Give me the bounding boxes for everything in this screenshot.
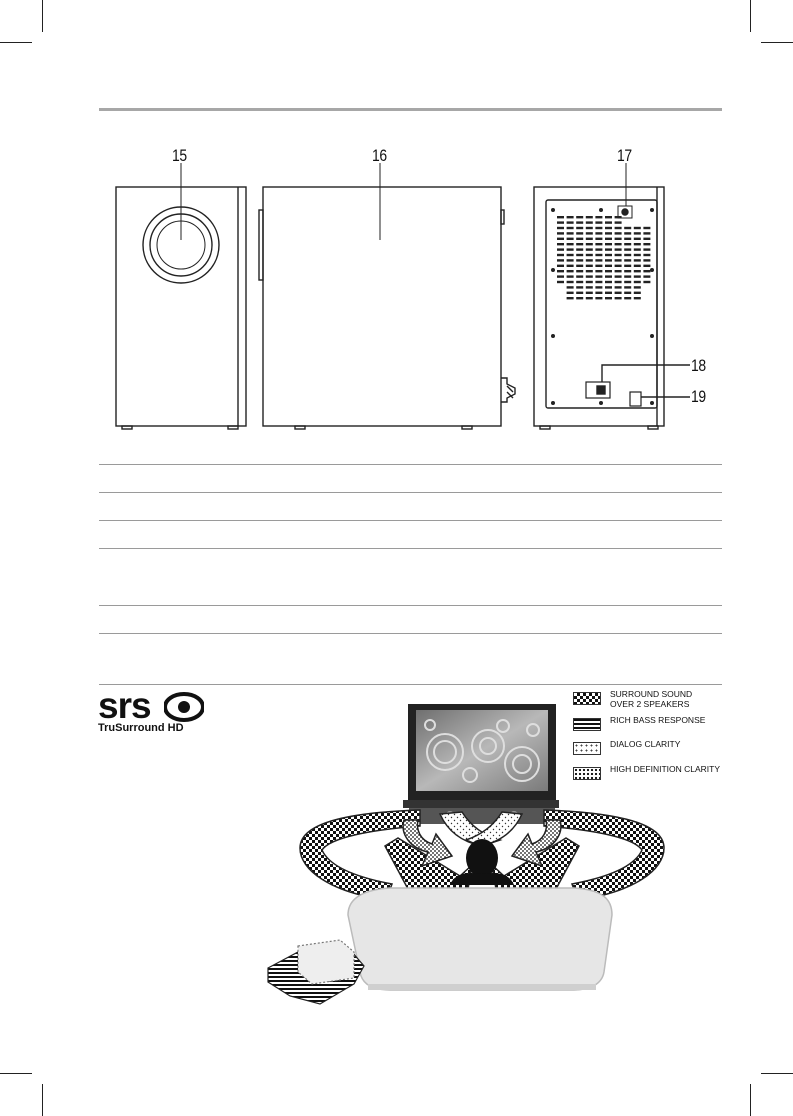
vent-slot [595,238,602,240]
vent-slot [643,238,650,240]
callout-15: 15 [172,146,187,165]
legend-label: DIALOG CLARITY [610,739,681,749]
vent-slot [634,238,641,240]
vent-slot [605,270,612,272]
vent-slot [624,275,631,277]
srs-tagline: TruSurround HD [98,722,184,734]
vent-slot [643,265,650,267]
tv-illustration [403,704,559,824]
vent-slot [605,297,612,299]
vent-slot [634,297,641,299]
vent-slot [605,216,612,218]
callout-16: 16 [372,146,387,165]
vent-slot [576,270,583,272]
vent-slot [643,254,650,256]
vent-slot [557,265,564,267]
vent-slot [595,221,602,223]
checker-swatch [573,692,601,705]
lines-swatch [573,718,601,731]
vent-slot [634,270,641,272]
vent-slot [615,227,622,229]
sofa-illustration [348,888,612,990]
vent-slot [557,281,564,283]
vent-slot [567,254,574,256]
vent-slot [557,232,564,234]
vent-slot [624,265,631,267]
vent-slot [576,297,583,299]
vent-slot [576,248,583,250]
vent-slot [586,259,593,261]
srs-trusurround-logo [98,685,208,740]
callout-18: 18 [691,356,706,375]
vent-slot [605,243,612,245]
vent-slot [624,281,631,283]
vent-slot [615,281,622,283]
vent-slot [643,275,650,277]
vent-slot [624,248,631,250]
callout-17: 17 [617,146,632,165]
vent-slot [624,243,631,245]
vent-slot [567,265,574,267]
vent-slot [634,275,641,277]
vent-slot [586,216,593,218]
vent-slot [595,259,602,261]
legend-label: RICH BASS RESPONSE [610,715,706,725]
vent-slot [615,216,622,218]
vent-slot [605,275,612,277]
vent-slot [557,275,564,277]
vent-slot [643,243,650,245]
vent-slot [595,292,602,294]
vent-slot [557,216,564,218]
vent-slot [634,265,641,267]
callout-19: 19 [691,387,706,406]
dense-dots-swatch [573,767,601,780]
vent-slot [567,243,574,245]
vent-slot [586,270,593,272]
vent-slot [615,259,622,261]
vent-slot [567,259,574,261]
vent-slot [567,221,574,223]
vent-slot [624,232,631,234]
vent-slot [634,292,641,294]
vent-slot [634,227,641,229]
vent-slot [643,270,650,272]
vent-slot [615,270,622,272]
vent-slot [615,297,622,299]
legend-label: SURROUND SOUND OVER 2 SPEAKERS [610,689,693,709]
vent-slot [634,232,641,234]
vent-slot [615,248,622,250]
vent-slot [624,254,631,256]
vent-slot [595,265,602,267]
vent-slot [567,281,574,283]
vent-slot [615,238,622,240]
vent-slot [605,248,612,250]
vent-slot [586,286,593,288]
vent-slot [615,292,622,294]
srs-eye-icon [164,692,204,722]
vent-slot [643,259,650,261]
vent-slot [615,275,622,277]
sparse-dots-swatch [573,742,601,755]
vent-slot [576,265,583,267]
vent-slot [586,254,593,256]
vent-slot [605,292,612,294]
vent-slot [595,297,602,299]
vent-slot [576,221,583,223]
vent-slot [557,248,564,250]
vent-slot [634,259,641,261]
vent-slot [605,238,612,240]
vent-slot [576,238,583,240]
vent-slot [567,248,574,250]
vent-slot [557,238,564,240]
vent-slot [643,248,650,250]
vent-slot [576,275,583,277]
vent-slot [557,243,564,245]
vent-slot [595,227,602,229]
vent-slot [567,297,574,299]
vent-slot [615,221,622,223]
vent-slot [567,286,574,288]
vent-slot [586,221,593,223]
vent-slot [615,265,622,267]
vent-slot [624,292,631,294]
vent-slot [557,259,564,261]
vent-slot [586,275,593,277]
vent-slot [605,286,612,288]
vent-slot [634,254,641,256]
vent-slot [605,265,612,267]
vent-slot [624,286,631,288]
vent-slot [595,254,602,256]
vent-slot [576,281,583,283]
vent-slot [605,259,612,261]
vent-slot [586,297,593,299]
legend-item [573,716,705,731]
vent-slot [576,292,583,294]
vent-slot [634,243,641,245]
vent-slot [557,254,564,256]
vent-slot [615,232,622,234]
vent-slot [586,292,593,294]
vent-slot [624,227,631,229]
vent-slot [624,238,631,240]
vent-slot [595,270,602,272]
vent-slot [576,216,583,218]
vent-slot [595,248,602,250]
vent-slot [567,232,574,234]
vent-slot [567,292,574,294]
vent-slot [595,243,602,245]
subwoofer-illustration [268,940,364,1004]
vent-slot [624,259,631,261]
vent-slot [624,270,631,272]
vent-slot [586,265,593,267]
legend-item [573,765,720,780]
vent-grille [557,216,650,299]
vent-slot [643,227,650,229]
vent-slot [605,281,612,283]
legend-item [573,740,680,755]
vent-slot [595,232,602,234]
vent-slot [586,248,593,250]
vent-slot [643,281,650,283]
vent-slot [567,275,574,277]
vent-slot [586,243,593,245]
vent-slot [567,270,574,272]
vent-slot [634,281,641,283]
speaker-side-view [259,187,515,429]
vent-slot [567,216,574,218]
vent-slot [576,259,583,261]
vent-slot [615,243,622,245]
vent-slot [567,227,574,229]
vent-slot [615,254,622,256]
vent-slot [557,227,564,229]
vent-slot [634,248,641,250]
vent-slot [557,270,564,272]
vent-slot [586,238,593,240]
vent-slot [567,238,574,240]
srs-wordmark: srs [98,685,151,726]
vent-slot [595,275,602,277]
vent-slot [586,281,593,283]
listener-silhouette [450,839,514,885]
vent-slot [586,227,593,229]
vent-slot [634,286,641,288]
vent-slot [576,243,583,245]
legend-label: HIGH DEFINITION CLARITY [610,764,721,774]
vent-slot [586,232,593,234]
vent-slot [605,227,612,229]
vent-slot [615,286,622,288]
vent-slot [576,232,583,234]
vent-slot [605,221,612,223]
vent-slot [576,286,583,288]
vent-slot [643,232,650,234]
vent-slot [595,216,602,218]
vent-slot [576,254,583,256]
vent-slot [595,281,602,283]
callout-leader [602,365,690,382]
vent-slot [557,221,564,223]
vent-slot [576,227,583,229]
legend-item [573,690,692,709]
vent-slot [605,232,612,234]
vent-slot [624,297,631,299]
vent-slot [595,286,602,288]
vent-slot [605,254,612,256]
